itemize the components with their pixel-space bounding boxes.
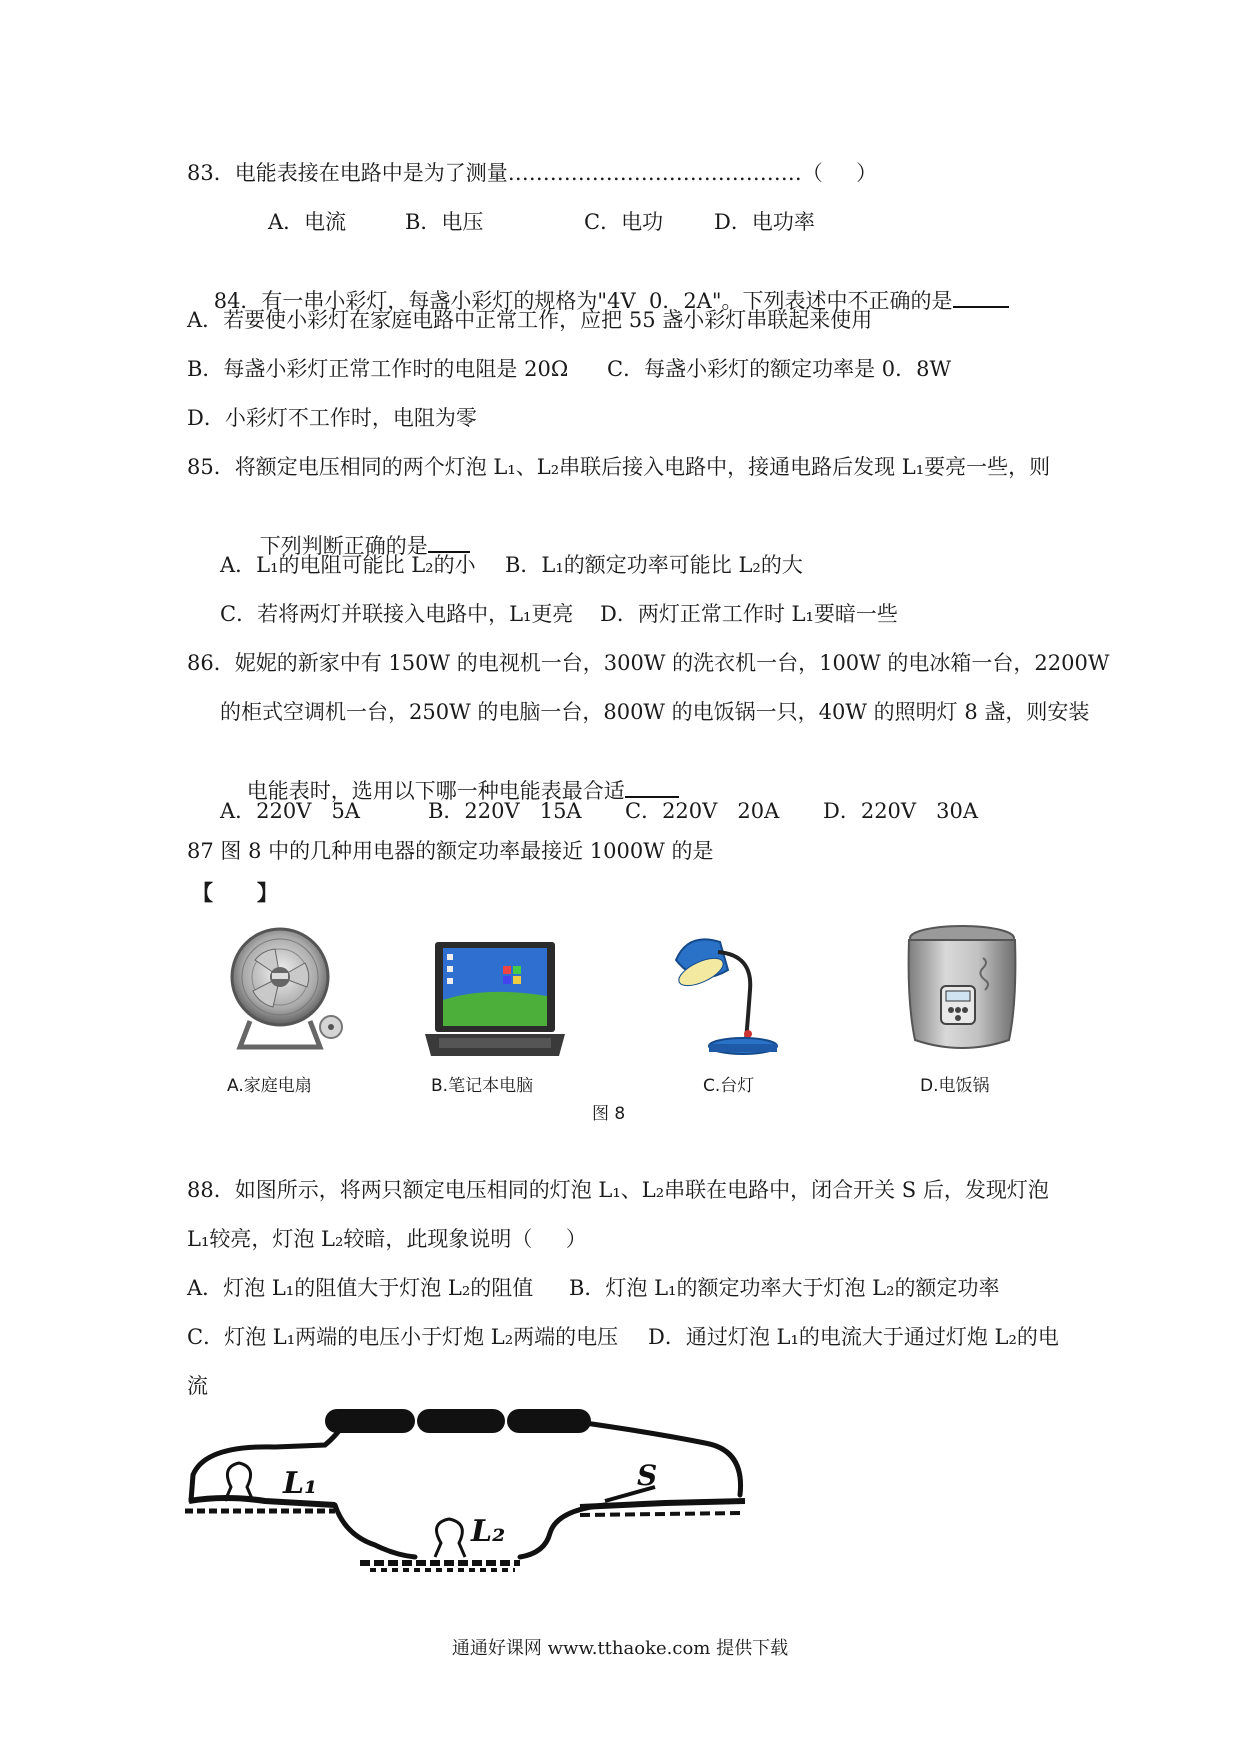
rice-cooker-image (903, 922, 1021, 1056)
q85-stem-line2 (233, 501, 470, 558)
laptop-image (425, 938, 565, 1060)
q86-option-b: B．220V 15A (428, 799, 582, 823)
q88-option-b: B．灯泡 L₁的额定功率大于灯泡 L₂的额定功率 (569, 1276, 1000, 1300)
q88-stem-line1: 88．如图所示，将两只额定电压相同的灯泡 L₁、L₂串联在电路中，闭合开关 S 后，发现灯泡 (187, 1178, 1049, 1202)
q84-option-d: D．小彩灯不工作时，电阻为零 (187, 406, 477, 430)
circuit-label-l1: L₁ (283, 1466, 318, 1501)
answer-blank (625, 778, 679, 798)
q83-option-c: C．电功 (584, 210, 664, 234)
circuit-label-s: S (637, 1459, 658, 1492)
q85-option-a: A．L₁的电阻可能比 L₂的小 (220, 553, 476, 577)
q88-option-a: A．灯泡 L₁的阻值大于灯泡 L₂的阻值 (187, 1276, 534, 1300)
q84-option-b: B．每盏小彩灯正常工作时的电阻是 20Ω (187, 357, 569, 381)
q85-option-b: B．L₁的额定功率可能比 L₂的大 (505, 553, 803, 577)
circuit-diagram (185, 1405, 765, 1575)
q86-option-a: A．220V 5A (220, 799, 360, 823)
q84-option-a: A．若要使小彩灯在家庭电路中正常工作，应把 55 盏小彩灯串联起来使用 (187, 308, 873, 332)
q83-option-b: B．电压 (405, 210, 484, 234)
q83-option-d: D．电功率 (714, 210, 815, 234)
desk-lamp-image (668, 930, 778, 1058)
page-footer: 通通好课网 www.tthaoke.com 提供下载 (451, 1638, 789, 1659)
q85-stem: 下列判断正确的是 (259, 534, 428, 558)
figure-label-b: B.笔记本电脑 (431, 1076, 534, 1096)
q83-stem: 83．电能表接在电路中是为了测量……………………………………（ ） (187, 161, 878, 185)
q85-option-c: C．若将两灯并联接入电路中，L₁更亮 (220, 602, 574, 626)
q87-stem: 87 图 8 中的几种用电器的额定功率最接近 1000W 的是 (187, 839, 714, 863)
battery-symbol (325, 1409, 591, 1433)
q88-option-d: D．通过灯泡 L₁的电流大于通过灯炮 L₂的电 (648, 1325, 1059, 1349)
figure-label-d: D.电饭锅 (920, 1076, 990, 1096)
q88-option-d-continued: 流 (187, 1374, 208, 1398)
q86-stem-line3 (220, 746, 679, 803)
circuit-label-l2: L₂ (471, 1514, 506, 1549)
q88-stem-line2: L₁较亮，灯泡 L₂较暗，此现象说明（ ） (187, 1227, 587, 1251)
q83-option-a: A．电流 (268, 210, 347, 234)
q85-stem-line1: 85．将额定电压相同的两个灯泡 L₁、L₂串联后接入电路中，接通电路后发现 L₁要亮一些，则 (187, 455, 1051, 479)
q86-stem-line1: 86．妮妮的新家中有 150W 的电视机一台，300W 的洗衣机一台，100W 的电冰箱一台，2200W (187, 651, 1110, 675)
switch-symbol (580, 1487, 745, 1515)
q84-stem: 84．有一串小彩灯，每盏小彩灯的规格为"4V 0．2A"。下列表述中不正确的是 (213, 289, 953, 313)
q87-answer-bracket: 【 】 (192, 880, 278, 905)
answer-blank (953, 288, 1009, 308)
q86-option-c: C．220V 20A (625, 799, 780, 823)
q84-option-c: C．每盏小彩灯的额定功率是 0．8W (607, 357, 952, 381)
q88-option-c: C．灯泡 L₁两端的电压小于灯炮 L₂两端的电压 (187, 1325, 619, 1349)
q86-option-d: D．220V 30A (823, 799, 978, 823)
q86-stem: 电能表时，选用以下哪一种电能表最合适 (246, 779, 625, 803)
q86-stem-line2: 的柜式空调机一台，250W 的电脑一台，800W 的电饭锅一只，40W 的照明灯 8 盏，则安装 (220, 700, 1090, 724)
figure-label-a: A.家庭电扇 (227, 1076, 312, 1096)
figure-caption: 图 8 (592, 1104, 626, 1124)
figure-label-c: C.台灯 (703, 1076, 755, 1096)
q84-stem-line (187, 256, 1009, 313)
electric-fan-image (225, 925, 345, 1055)
q85-option-d: D．两灯正常工作时 L₁要暗一些 (600, 602, 898, 626)
